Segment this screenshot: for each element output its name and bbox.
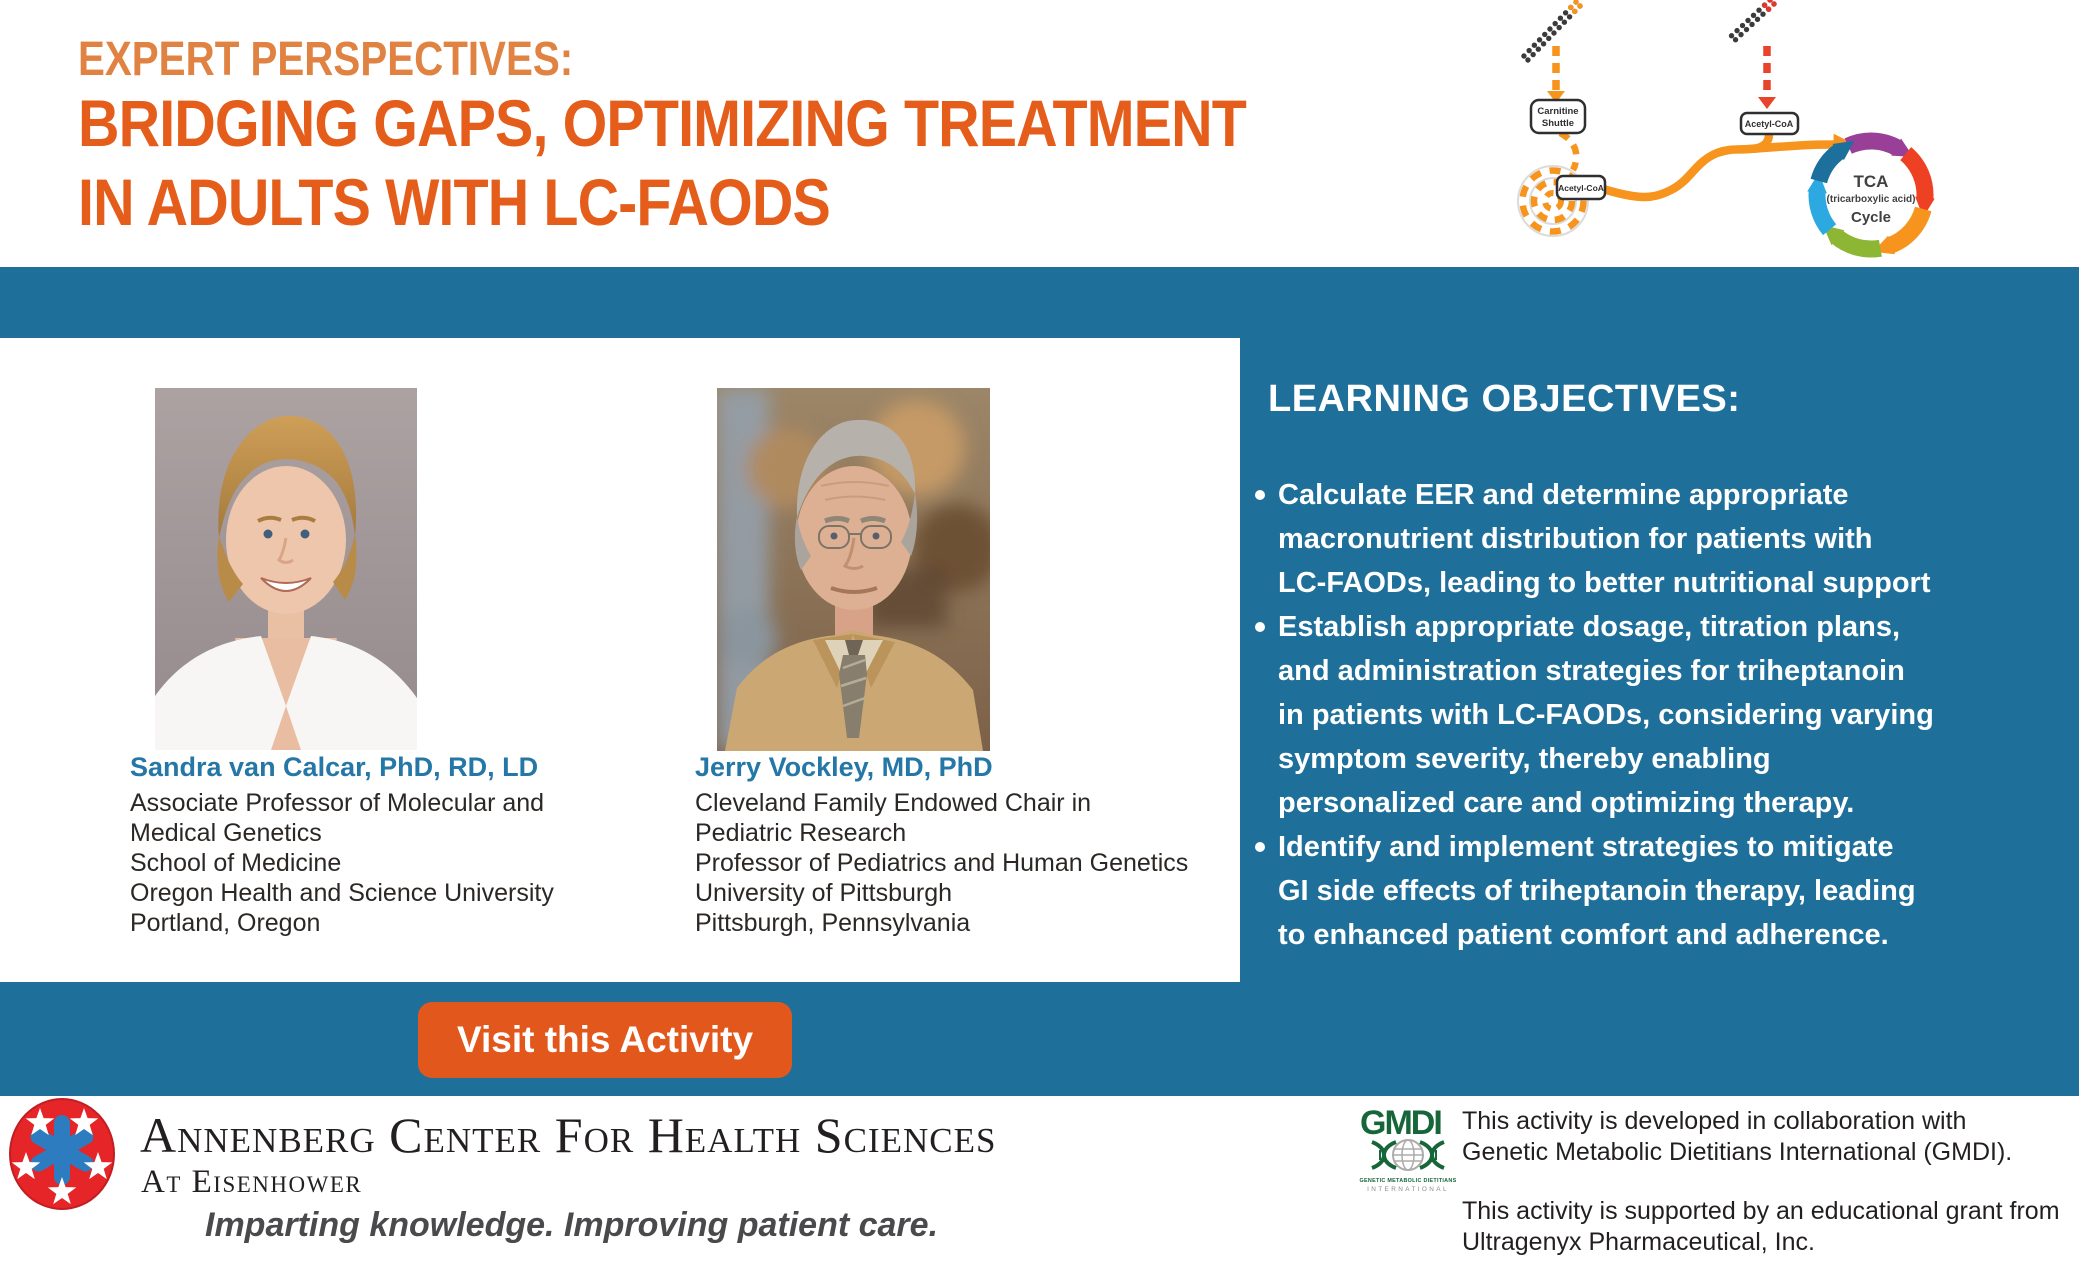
speaker-bio-jerry: [695, 752, 1215, 938]
objective-line: in patients with LC-FAODs, considering varying: [1278, 699, 1934, 731]
bio-line: Cleveland Family Endowed Chair in: [695, 789, 1092, 817]
bio-line: Oregon Health and Science University: [130, 879, 554, 907]
learning-objectives-panel: [1241, 378, 2057, 957]
flow-path-to-tca: [1603, 145, 1836, 198]
page-title-line1: BRIDGING GAPS, OPTIMIZING TREATMENT: [78, 86, 1246, 160]
learning-objectives-list: [1241, 473, 2057, 957]
gmdi-international: INTERNATIONAL: [1367, 1186, 1449, 1193]
note-line: This activity is developed in collaboration with: [1462, 1107, 1967, 1135]
bio-line: Portland, Oregon: [130, 909, 321, 937]
gmdi-acronym: GMDI: [1360, 1104, 1441, 1142]
tca-cycle-label: [1827, 172, 1916, 226]
page-title-line2: IN ADULTS WITH LC-FAODS: [78, 165, 830, 239]
svg-text:TCA: TCA: [1853, 172, 1889, 191]
visit-activity-button[interactable]: Visit this Activity: [418, 1002, 792, 1078]
speaker-photo-sandra: [155, 388, 417, 750]
objective-line: LC-FAODs, leading to better nutritional support: [1278, 567, 1931, 599]
flow-branch-from-acetyl: [1756, 134, 1769, 149]
svg-text:Cycle: Cycle: [1850, 209, 1892, 226]
svg-text:Acetyl-CoA: Acetyl-CoA: [1558, 183, 1604, 193]
acetyl-coa-box-right: [1741, 113, 1798, 134]
bio-line: Pittsburgh, Pennsylvania: [695, 909, 971, 937]
collaboration-note: [1462, 1106, 2012, 1168]
objective-item: [1241, 825, 2057, 957]
bio-line: University of Pittsburgh: [695, 879, 953, 907]
objective-line: symptom severity, thereby enabling: [1278, 743, 1771, 775]
speaker-bio-sandra: [130, 752, 590, 938]
fatty-acid-chain-short: [1728, 0, 1774, 43]
note-line: Ultragenyx Pharmaceutical, Inc.: [1462, 1228, 1815, 1256]
annenberg-tagline: Imparting knowledge. Improving patient care.: [205, 1206, 939, 1244]
learning-objectives-title: LEARNING OBJECTIVES:: [1268, 378, 1741, 420]
speaker-photo-jerry: [717, 388, 990, 751]
objective-line: GI side effects of triheptanoin therapy, leading: [1278, 875, 1916, 907]
speaker-name: Jerry Vockley, MD, PhD: [695, 752, 993, 782]
objective-line: to enhanced patient comfort and adherence.: [1278, 919, 1889, 951]
bio-line: Medical Genetics: [130, 819, 322, 847]
objective-line: personalized care and optimizing therapy.: [1278, 787, 1855, 819]
objective-item: [1241, 605, 2057, 825]
annenberg-name: Annenberg Center For Health Sciences: [140, 1107, 997, 1163]
svg-text:Shuttle: Shuttle: [1541, 118, 1575, 129]
bio-line: Associate Professor of Molecular and: [130, 789, 545, 817]
objective-line: Establish appropriate dosage, titration plans,: [1278, 611, 1900, 643]
note-line: Genetic Metabolic Dietitians International (GMDI).: [1462, 1138, 2013, 1166]
objective-line: Calculate EER and determine appropriate: [1278, 479, 1849, 511]
bio-line: Professor of Pediatrics and Human Genetics: [695, 849, 1189, 877]
bio-line: Pediatric Research: [695, 819, 907, 847]
annenberg-logo: [8, 1096, 116, 1214]
metabolism-diagram: [1490, 0, 2079, 267]
speaker-name: Sandra van Calcar, PhD, RD, LD: [130, 752, 539, 782]
objective-line: Identify and implement strategies to mitigate: [1278, 831, 1894, 863]
annenberg-subname: At Eisenhower: [141, 1164, 363, 1200]
bio-line: School of Medicine: [130, 849, 342, 877]
grant-note: [1462, 1196, 2060, 1258]
note-line: This activity is supported by an educational grant from: [1462, 1197, 2060, 1225]
acetyl-coa-box-left: [1557, 176, 1605, 199]
objective-line: and administration strategies for triheptanoin: [1278, 655, 1905, 687]
arrow-to-acetyl-coa: [1758, 46, 1776, 109]
gmdi-subtitle: Genetic Metabolic Dietitians: [1359, 1178, 1457, 1184]
arrow-to-carnitine-shuttle: [1547, 46, 1565, 103]
gmdi-logo: [1356, 1104, 1460, 1196]
gmdi-dna-globe-icon: [1372, 1140, 1444, 1170]
svg-text:(tricarboxylic acid): (tricarboxylic acid): [1826, 194, 1916, 205]
carnitine-shuttle-box: [1531, 100, 1585, 133]
svg-text:Carnitine: Carnitine: [1537, 106, 1579, 117]
page-title: [78, 84, 1246, 242]
eyebrow-title: EXPERT PERSPECTIVES:: [78, 33, 574, 86]
objective-line: macronutrient distribution for patients with: [1278, 523, 1873, 555]
objective-item: [1241, 473, 2057, 605]
fatty-acid-chain-long: [1522, 2, 1580, 62]
svg-text:Acetyl-CoA: Acetyl-CoA: [1744, 119, 1794, 129]
